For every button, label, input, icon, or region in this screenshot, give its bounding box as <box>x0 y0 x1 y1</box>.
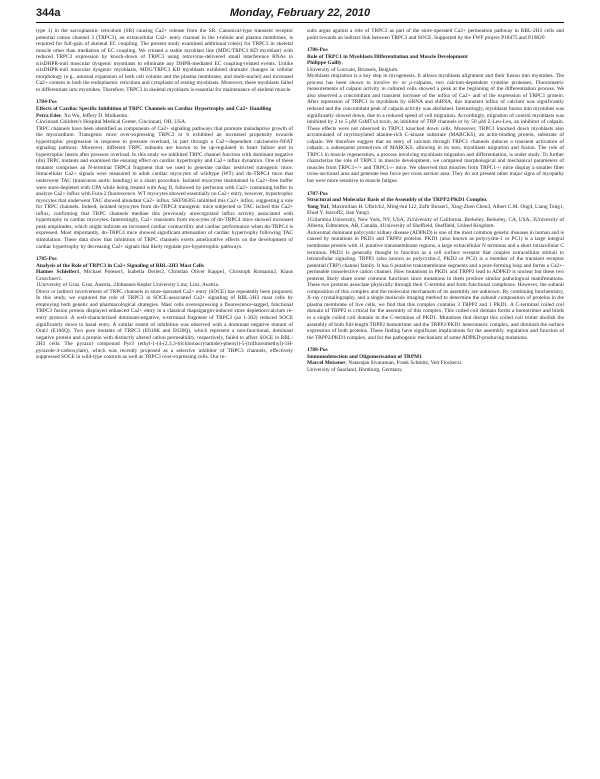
abstract-title: Analysis of the Role of TRPC3 in Ca2+ Signaling of RBL-2H3 Mast Cells <box>36 262 204 269</box>
running-date: Monday, February 22, 2010 <box>229 7 371 19</box>
abstract-title: Structural and Molecular Basis of the Assembly of the TRPP2/PKD1 Complex <box>307 197 487 204</box>
coauthors: . <box>341 60 343 67</box>
abstract-affiliation: Cincinnati Children's Hospital Medical Center, Cincinnati, OH, USA. <box>36 119 187 126</box>
abstract-affiliation: University of Saarland, Homburg, Germany. <box>307 366 403 373</box>
right-column <box>307 28 564 373</box>
abstract-id: 1785-Pos <box>36 256 57 263</box>
abstract-authors <box>307 204 564 217</box>
abstract-id: 1784-Pos <box>36 99 57 106</box>
abstract-affiliation: 1Columbia University, New York, NY, USA, 2University of California, Berkeley, Berkeley, CA, USA, 3University of Alberta, Edmonton, AB, Canada, 4University of Sheffield, Sheffield, United Kingdom. <box>307 216 564 230</box>
abstract-id: 1787-Pos <box>307 190 328 197</box>
abstract-title: Immunodetection and Oligomerisation of TRPM1 <box>307 353 422 360</box>
abstract-1787 <box>307 191 564 342</box>
abstract-1784 <box>36 99 293 250</box>
abstract-1788 <box>307 347 564 373</box>
abstract-affiliation: 1University of Graz, Graz, Austria, 2Johannes Kepler University Linz, Linz, Austria. <box>36 282 220 289</box>
abstract-body: Myoblasts migration is a key step in myogenesis. It allows myoblasts alignment and their fusion into myotubes. The process has been shown to involve m- or μ-calpains, two calcium-dependent cysteine proteases. Fluorometric measurements of calpain activity in cultured cells showed a peak at the beginning of the differentiation process. We also observed a concomitant and transient increase of the influx of Ca2+ and of the expression of TRPC1 protein. After repression of TRPC1 in myoblasts by siRNA and shRNA, this transient influx of calcium was significantly reduced and the concomitant peak of calpain activity was abolished. Interestingly, myoblasts fusion into myotubes was significantly slowed down, due to a reduced speed of cell migration. Accordingly, migration of control myoblasts was inhibited by 2 to 5 μM GsMTx4 toxin, an inhibitor of TRP channels or by 50 μM Z-Leu-Leu, an inhibitor of calpain. These effects were not observed in TRPC1 knocked down cells. Moreover, TRPC1 knocked down myoblasts also accumulated of myristoylated alanine-rich C-kinase substrate (MARCKS), an actin-binding protein, substrate of calpain. We therefore suggest that an entry of calcium through TRPC1 channels induces a transient activation of calpain, a subsequent proteolysis of MARCKS, allowing in its turn, myoblasts migration and fusion. The role of TRPC1 in muscle regeneration, a process involving myoblasts migration and differentiation, is under study. To further characterize the role of TRPC1 in muscle development, we compared morphological and mechanical parameters of muscles from TRPC1+/+ and TRPC1-/- mice. We observed that muscles from TRPC1-/- mice display a smaller fiber cross-sectional area and generate less force per cross section area. They do not present other major signs of myopathy but were more sensitive to muscle fatigue. <box>307 73 564 185</box>
presenting-author: Philippe Gailly <box>307 60 342 67</box>
abstract-body: Autosomal dominant polycystic kidney disease (ADPKD) is one of the most common genetic diseases in human and is caused by mutations in PKD1 and TRPP2 proteins. PKD1 (also known as polycystin-1 or PC1) is a large integral membrane protein with 11 putative transmembrane regions, a large extracellular N terminus and a short intracellular C terminus. PKD1 is generally thought to function as a cell surface receptor that couples extracellular stimuli to intracellular signaling. TRPP2 (also known as polycystin-2, PKD2 or PC2) is a member of the transient receptor potential (TRP) channel family. It has 6 putative transmembrane segments and a pore-forming loop and forms a Ca2+-permeable nonselective cation channel. How mutations in PKD1 and TRPP2 lead to ADPKD is unclear but these two proteins likely share some common functions since mutations in them produce similar pathological manifestations. These two proteins associate physically through their C-termini and form functional complexes. However, the subunit composition of this complex and the molecular mechanism of its assembly are unknown. By combining biochemistry, X-ray crystallography, and a single molecule imaging method to determine the subunit composition of proteins in the plasma membrane of live cells, we find that this complex contains 3 TRPP2 and 1 PKD1. A C-terminal coiled coil domain of TRPP2 is critical for the assembly of this complex. This coiled coil domain forms a homotrimer and binds to a single coiled coil domain in the C-terminus of PKD1. Mutations that disrupt this coiled coil trimer abolish the assembly of both full-length TRPP2 homotrimer and the TRPP2/PKD1 heteromeric complex, and diminish the surface expression of both proteins. These finding have significant implications for the assembly, regulation and function of the TRPP2/PKD1 complex, and for the pathogenic mechanism of some ADPKD-producing mutations. <box>307 229 564 341</box>
presenting-author: Petra Eder <box>36 112 62 119</box>
presenting-author: Marcel Meissner <box>307 360 346 367</box>
presenting-author: Hannes Schleifer1 <box>36 269 80 276</box>
coauthors: , Natarajan Sivaraman, Frank Schmitz, Veit Flockerzi. <box>345 360 463 367</box>
running-header <box>36 6 564 23</box>
abstract-title: Role of TRPC1 in Myoblasts Differentiation and Muscle Development <box>307 53 468 60</box>
abstract-1786 <box>307 47 564 184</box>
abstract-1785 <box>36 256 293 361</box>
continuation-text: sults argue against a role of TRPC3 as part of the store-operated Ca2+ permeation pathway in RBL-2H3 cells and point towards an indirect link between TRPC3 and SOCE. Supported by the FWF project P18475 and P19820 <box>307 28 564 41</box>
coauthors: , Xu Wu, Jeffery D. Molkentin. <box>61 112 129 119</box>
page-number: 344a <box>36 7 61 19</box>
continuation-text: type 1) in the sarcoplasmic reticulum (SR) causing Ca2+ release from the SR. Canonical-type transient receptor potential cation channel 3 (TRPC3), an extracellular Ca2+ entry channel in the t-tubule and plasma membrane, is required for full-gain of skeletal EC coupling. The present study examined additional role(s) for TRPC3 in skeletal muscle other than mediation of EC coupling. We created a stable myoblast line (MDG/TRPC3 KD myoblast) with reduced TRPC3 expression by knock-down of TRPC3 using retrovirus-delivered small interference RNAs in α1sDHPR-null muscular dysgenic myoblasts to eliminate any DHPR-mediated EC coupling-related events. Unlike α1sDHPR-null muscular dysgenic myoblasts, MDG/TRPC3 KD myoblasts exhibited dramatic changes in cellular morphology (e.g., unusual expansion of both cell volume and the plasma membrane, and multi-nuclei) and increased Ca2+ content in both the endoplasmic reticulum and cytoplasm of resting myoblasts. Moreover, these myoblasts failed to differentiate into myotubes. Therefore, TRPC3 in skeletal myoblasts is essential for maintenance of skeletal muscle. <box>36 28 293 93</box>
coauthors: , Michael Poteser1, Isabella Derler2, Christian Oliver Kappe1, Christoph Romanin2, Klaus Groschner1. <box>36 269 293 282</box>
left-column <box>36 28 293 361</box>
coauthors: , Maximilian H. Ulbrich2, Ming-hui Li2, Zafir Buraei1, Xing-Zhen Chen3, Albert C.M. Ong4, Liang Tong1, Ehud Y. Isacoff2, Jian Yang1. <box>307 203 565 217</box>
abstract-body: Direct or indirect involvement of TRPC channels in store-operated Ca2+ entry (SOCE) has repeatedly been proposed. In this study, we explored the role of TRPC3 in SOCE-associated Ca2+ signaling of RBL-2H3 mast cells by employing both genetic and pharmacological strategies. Mast cells overexpressing a fluorescence-tagged, functional TRPC3 fusion protein displayed enhanced Ca2+ entry in a classical thapsigargin-induced store depletion/calcium re-entry protocol. A well-characterized dominant-negative, n-terminal fragment of TRPC3 (aa 1-302) reduced SOCE significantly down to basal entry. A similar extent of inhibition was observed with a dominant negative mutant of Orai1 (E106Q). Two pore mutants of TRPC3 (E616K and E630Q), which represent a non-functional, dominant negative protein and a protein with distinctly altered cation permeability, respectively, failed to affect SOCE in RBL-2H3 cells. The pyrazol compound Pyr3 (ethyl-1-(4-(2,3,3-trichloroacrylamide)-phenyl)-5-(trifluoromethyl)-1H-pyrazole-4-carboxylate), which was recently proposed as a selective inhibitor of TRPC3 channels, effectively suppressed SOCE in wild-type controls as well as TRPC3 over-expressing cells. Our re- <box>36 288 293 361</box>
presenting-author: Yong Yu1 <box>307 203 329 210</box>
abstract-id: 1786-Pos <box>307 47 328 54</box>
abstract-authors <box>36 269 293 282</box>
abstract-id: 1788-Pos <box>307 347 328 354</box>
abstract-affiliation: University of Louvain, Brussels, Belgium. <box>307 66 399 73</box>
abstract-title: Effects of Cardiac Specific Inhibition of TRPC Channels on Cardiac Hypertrophy and Ca2+ Handling <box>36 106 272 113</box>
abstract-body: TRPC channels have been identified as components of Ca2+ signaling pathways that promote maladaptive growth of the myocardium. Transgenic mice over-expressing TRPC3 or 6 exhibited an increased propensity towards hypertrophic progression in response to pressure overload, in part through a Ca2+-dependent calcineurin-NFAT signaling pathway. Moreover, different TRPC subunits are known to be up-regulated in heart failure and in hypertrophic hearts after pressure overload. In this study we inhibited TRPC channel function with dominant negative (dn) TRPC mutants and examined the ensuing effect on cardiac hypertrophy and Ca2+ influx dynamics. One of these mutants comprises an N-terminal TRPC4 fragment that we used to generate cardiac restricted transgenic mice. Intracellular Ca2+ signals were measured in adult cardiac myocytes of wildtype (WT) and dn-TRPC4 mice that underwent TAC (transverse aortic banding) or a sham procedure. Isolated myocytes maintained in Ca2+-free buffer were store-depleted with CPA while being treated with Ang II, followed by perfusion with Ca2+ containing buffer to analyze Ca2+ influx with Fura-2 fluorescence. WT myocytes showed essentially no Ca2+ entry, however, hypertrophic myocytes that underwent TAC showed abundant Ca2+ influx. SKF96365 inhibited this Ca2+ influx, suggesting a role for TRPC channels. Indeed, isolated myocytes from dn-TRPC4 transgenic mice subjected to TAC lacked this Ca2+ influx, confirming that TRPC channels mediate this previously unrecognized influx activity associated with hypertrophy in cardiac myocytes. Interestingly, Ca2+ transients from myocytes of dn-TRPC4 mice showed increased peak amplitudes, which might indicate an increased cardiac contractility and cardiac performance when dn-TRPC4 is expressed. Most importantly, dn-TRPC4 mice showed significant attenuation of cardiac hypertrophy following TAC stimulation. These data show that inhibition of TRPC channels exerts ameliorative effects on the development of cardiac hypertrophy by decreasing Ca2+ signals that likely regulate pro-hypertrophic pathways. <box>36 125 293 250</box>
